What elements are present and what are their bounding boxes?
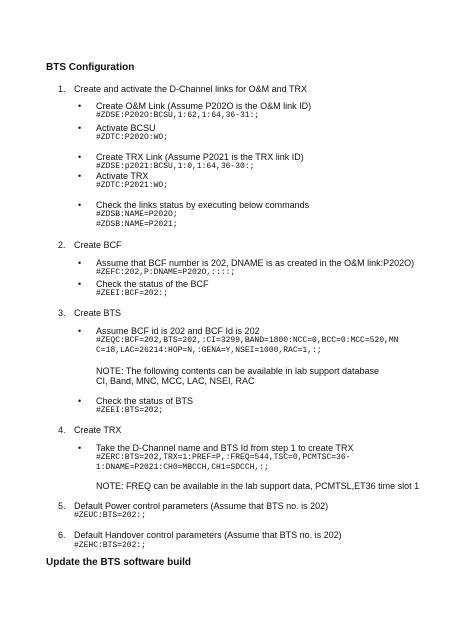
command-text: #ZEQC:BCF=202,BTS=202,:CI=3299,BAND=1800:NCC=0,BCC=0:MCC=520,MN [96, 336, 399, 345]
step-6-command: #ZEHC:BTS=202:; [74, 541, 147, 550]
step-1-item-5 [96, 200, 309, 230]
command-text: #ZDTC:P202O:WO; [96, 133, 169, 142]
step-4: 4. Create TRX [58, 425, 122, 435]
step-6-label: Default Handover control parameters (Assume that BTS no. is 202) [74, 530, 342, 540]
command-text: #ZDSE:P202O:BCSU,1:62,1:64,36-31:; [96, 111, 260, 120]
step-1-item-2 [96, 123, 168, 143]
item-text: Assume BCF id is 202 and BCF Id is 202 [96, 326, 260, 336]
step-1-item-3 [96, 152, 304, 172]
command-text: #ZDSE:p2021:BCSU,1:0,1:64,36-30:; [96, 162, 255, 171]
command-text: #ZERC:BTS=202,TRX=1:PREF=P,:FREQ=544,TSC=0,PCMTSC=36- [96, 453, 351, 462]
item-text: Check the status of BTS [96, 396, 194, 406]
page-title: BTS Configuration [46, 62, 135, 73]
step-2-item-2 [96, 279, 209, 299]
note-text: NOTE: The following contents can be available in lab support database [96, 366, 380, 376]
command-text: #ZDSB:NAME=P2021; [96, 220, 178, 229]
command-text: #ZEFC:202,P:DNAME=P202O,::::; [96, 268, 236, 277]
command-text: #ZEEI:BTS=202; [96, 406, 164, 415]
step-1-item-1 [96, 101, 311, 121]
command-text: 1:DNAME=P2021:CH0=MBCCH,CH1=SDCCH,:; [96, 463, 269, 472]
command-text: #ZDTC:P2021:WO; [96, 181, 169, 190]
command-text: C=18,LAC=26214:HOP=N,:GENA=Y,NSEI=1000,RAC=1,:; [96, 346, 322, 355]
step-2-label: Create BCF [74, 240, 122, 250]
step-3: 3. Create BTS [58, 308, 122, 318]
command-text: #ZEEI:BCF=202:; [96, 289, 169, 298]
item-text: Create TRX Link (Assume P2021 is the TRX link ID) [96, 152, 304, 162]
step-6: 6. Default Handover control parameters (Assume that BTS no. is 202) [58, 530, 342, 540]
step-3-label: Create BTS [74, 308, 122, 318]
item-text: Activate BCSU [96, 123, 156, 133]
note-text: NOTE: FREQ can be available in the lab support data, PCMTSL,ET36 time slot 1 [96, 481, 420, 491]
note-text: CI, Band, MNC, MCC, LAC, NSEI, RAC [96, 376, 255, 386]
step-5-command: #ZEUC:BTS=202:; [74, 511, 147, 520]
item-text: Check the links status by executing below commands [96, 200, 310, 210]
step-3-note [96, 366, 379, 386]
step-3-item-1 [96, 326, 398, 356]
step-1: 1. Create and activate the D-Channel links for O&M and TRX [58, 84, 307, 94]
step-5: 5. Default Power control parameters (Assume that BTS no. is 202) [58, 501, 329, 511]
step-4-item-1 [96, 443, 353, 473]
step-2-item-1 [96, 258, 414, 278]
command-text: #ZDSB:NAME=P202O; [96, 210, 178, 219]
item-text: Activate TRX [96, 171, 149, 181]
item-text: Assume that BCF number is 202, DNAME is as created in the O&M link:P202O) [96, 258, 415, 268]
item-text: Check the status of the BCF [96, 279, 209, 289]
section-heading: Update the BTS software build [46, 557, 192, 568]
step-1-label: Create and activate the D-Channel links for O&M and TRX [74, 84, 307, 94]
step-2: 2. Create BCF [58, 240, 122, 250]
item-text: Create O&M Link (Assume P202O is the O&M link ID) [96, 101, 312, 111]
item-text: Take the D-Channel name and BTS Id from step 1 to create TRX [96, 443, 354, 453]
step-5-label: Default Power control parameters (Assume that BTS no. is 202) [74, 501, 329, 511]
step-4-label: Create TRX [74, 425, 122, 435]
step-3-item-2 [96, 396, 193, 416]
step-4-note [96, 481, 419, 491]
step-1-item-4 [96, 171, 168, 191]
